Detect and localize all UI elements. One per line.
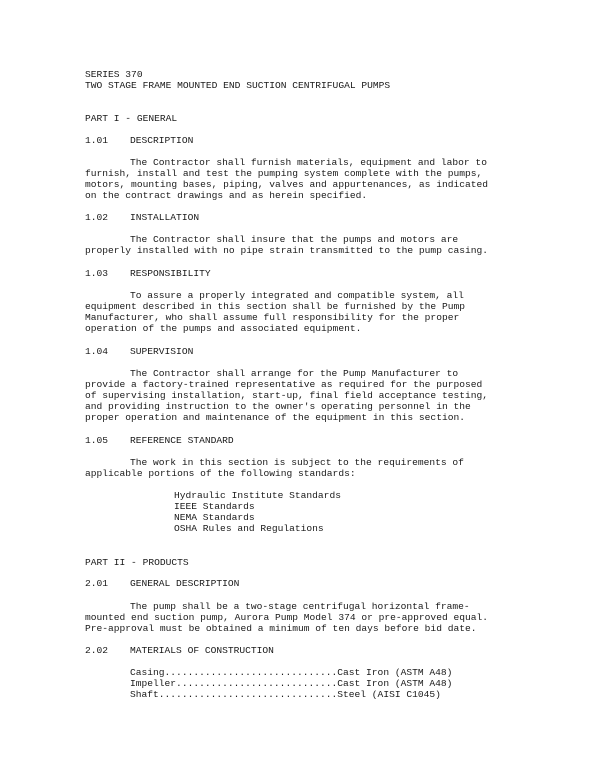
section-number: 1.02 [85,212,109,223]
standard-item: IEEE Standards [174,501,255,512]
section-heading: RESPONSIBILITY [130,268,211,279]
paragraph-line: furnish, install and test the pumping system complete with the pumps, [85,168,483,179]
paragraph-line: applicable portions of the following standards: [85,468,356,479]
section-heading: REFERENCE STANDARD [130,435,234,446]
paragraph-line: Pre-approval must be obtained a minimum of ten days before bid date. [85,623,477,634]
section-heading: DESCRIPTION [130,135,194,146]
section-number: 1.01 [85,135,109,146]
part-1-title: PART I - GENERAL [85,113,178,124]
paragraph-line: The pump shall be a two-stage centrifugal horizontal frame- [130,601,470,612]
paragraph-line: The Contractor shall insure that the pumps and motors are [130,234,459,245]
paragraph-line: To assure a properly integrated and compatible system, all [130,290,464,301]
paragraph-line: and providing instruction to the owner's operating personnel in the [85,401,471,412]
paragraph-line: The Contractor shall furnish materials, equipment and labor to [130,157,487,168]
section-number: 1.05 [85,435,109,446]
paragraph-line: properly installed with no pipe strain transmitted to the pump casing. [85,245,489,256]
paragraph-line: Manufacturer, who shall assume full responsibility for the proper [85,312,460,323]
section-number: 2.02 [85,645,109,656]
document-title: TWO STAGE FRAME MOUNTED END SUCTION CENTRIFUGAL PUMPS [85,80,391,91]
standard-item: NEMA Standards [174,512,255,523]
paragraph-line: mounted end suction pump, Aurora Pump Model 374 or pre-approved equal. [85,612,489,623]
part-2-title: PART II - PRODUCTS [85,557,189,568]
paragraph-line: The work in this section is subject to the requirements of [130,457,464,468]
series-label: SERIES 370 [85,69,143,80]
paragraph-line: motors, mounting bases, piping, valves and appurtenances, as indicated [85,179,489,190]
paragraph-line: operation of the pumps and associated equipment. [85,323,362,334]
paragraph-line: of supervising installation, start-up, final field acceptance testing, [85,390,489,401]
standard-item: Hydraulic Institute Standards [174,490,341,501]
material-row-casing: Casing..............................Cast Iron (ASTM A48) [130,667,453,678]
section-number: 1.04 [85,346,109,357]
paragraph-line: equipment described in this section shall be furnished by the Pump [85,301,465,312]
material-row-shaft: Shaft...............................Steel (AISI C1045) [130,689,441,700]
paragraph-line: The Contractor shall arrange for the Pump Manufacturer to [130,368,459,379]
material-row-impeller: Impeller............................Cast Iron (ASTM A48) [130,678,453,689]
section-heading: INSTALLATION [130,212,200,223]
section-heading: SUPERVISION [130,346,194,357]
paragraph-line: provide a factory-trained representative as required for the purposed [85,379,483,390]
section-number: 1.03 [85,268,109,279]
section-number: 2.01 [85,578,109,589]
paragraph-line: proper operation and maintenance of the equipment in this section. [85,412,465,423]
section-heading: MATERIALS OF CONSTRUCTION [130,645,274,656]
standard-item: OSHA Rules and Regulations [174,523,324,534]
paragraph-line: on the contract drawings and as herein specified. [85,190,368,201]
section-heading: GENERAL DESCRIPTION [130,578,240,589]
